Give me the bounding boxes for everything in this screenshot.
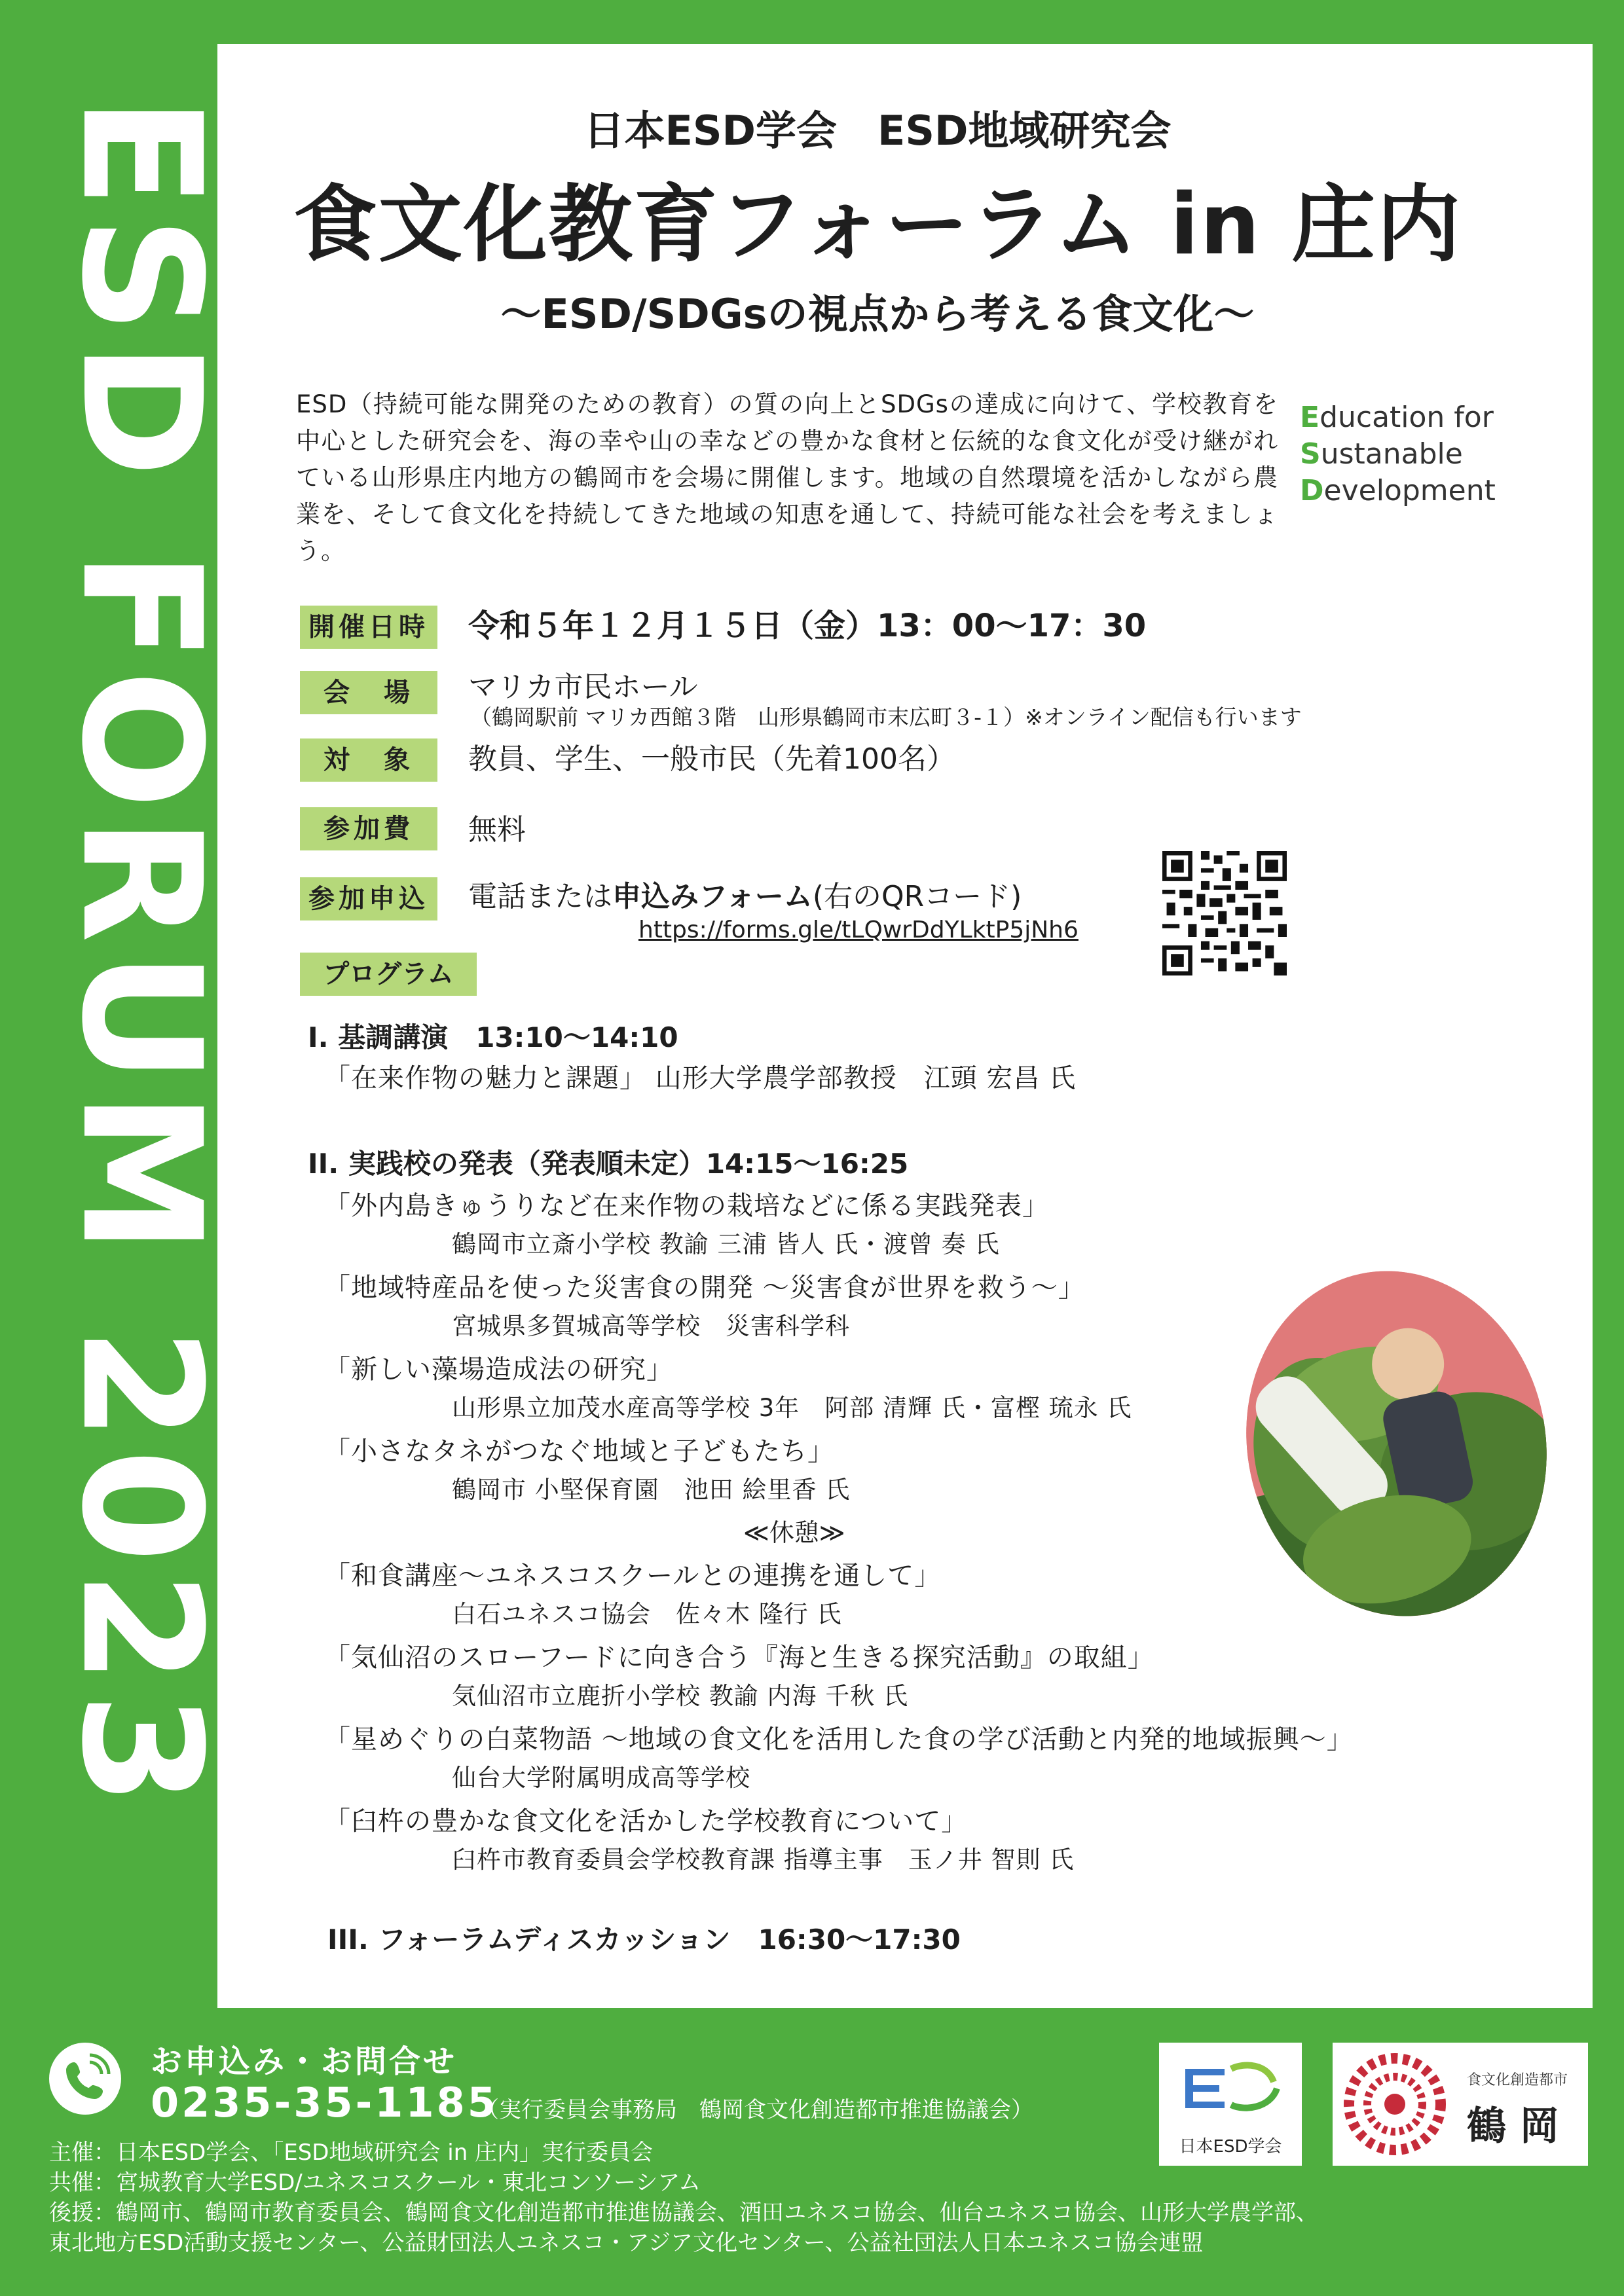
credit-support-cont: 東北地方ESD活動支援センター、公益財団法人ユネスコ・アジア文化センター、公益社団法人日本ユネスコ協会連盟 bbox=[49, 2230, 1204, 2256]
label-fee: 参加費 bbox=[300, 807, 437, 850]
credit-cohost: 共催：宮城教育大学ESD/ユネスコスクール・東北コンソーシアム bbox=[49, 2170, 701, 2196]
value-venue: マリカ市民ホール bbox=[468, 670, 698, 704]
sidebar-band bbox=[46, 44, 236, 2008]
program-label: プログラム bbox=[300, 953, 477, 996]
esd-acronym-line: Development bbox=[1300, 474, 1496, 507]
organizers: 日本ESD学会 ESD地域研究会 bbox=[583, 107, 1172, 155]
sidebar-title: ESD FORUM 2023 bbox=[46, 96, 236, 1814]
page-subtitle: ～ESD/SDGsの視点から考える食文化～ bbox=[500, 290, 1255, 338]
intro-text: ESD（持続可能な開発のための教育）の質の向上とSDGsの達成に向けて、学校教育を中心とした研究会を、海の幸や山の幸などの豊かな食材と伝統的な食文化が受け継がれている山形県庄内地方の鶴岡市を会場に開催します。地域の自然環境を活かしながら農業を、そして食文化を持続してきた地域の知恵を通して、持続可能な社会を考えましょう。 bbox=[296, 390, 1278, 565]
esd-acronym bbox=[1300, 399, 1496, 509]
page-title: 食文化教育フォーラム in 庄内 bbox=[293, 176, 1462, 274]
esd-society-logo bbox=[1159, 2043, 1302, 2166]
value-apply: 電話または申込みフォーム(右のQRコード) bbox=[468, 880, 1022, 913]
value-target: 教員、学生、一般市民（先着100名） bbox=[468, 742, 955, 776]
talk-title: 「外内島きゅうりなど在来作物の栽培などに係る実践発表」 bbox=[324, 1191, 1049, 1221]
credit-support: 後援：鶴岡市、鶴岡市教育委員会、鶴岡食文化創造都市推進協議会、酒田ユネスコ協会、仙台ユネスコ協会、山形大学農学部、 bbox=[49, 2200, 1318, 2226]
keynote-talk: 「在来作物の魅力と課題」 山形大学農学部教授 江頭 宏昌 氏 bbox=[324, 1063, 1077, 1093]
phone-note: （実行委員会事務局 鶴岡食文化創造都市推進協議会） bbox=[477, 2097, 1033, 2123]
phone-icon bbox=[49, 2043, 121, 2115]
section-keynote: I. 基調講演 13:10～14:10 bbox=[308, 1021, 678, 1053]
label-venue: 会 場 bbox=[300, 671, 437, 714]
esd-acronym-line: Education for bbox=[1300, 401, 1494, 434]
talk-title: 「地域特産品を使った災害食の開発 ～災害食が世界を救う～」 bbox=[324, 1273, 1085, 1303]
talk-title: 「和食講座～ユネスコスクールとの連携を通して」 bbox=[324, 1561, 942, 1591]
value-date: 令和５年１２月１５日（金）13：00～17：30 bbox=[468, 608, 1147, 644]
tsuruoka-logo bbox=[1333, 2043, 1588, 2166]
label-target: 対 象 bbox=[300, 738, 437, 782]
value-venue-detail: （鶴岡駅前 マリカ西館３階 山形県鶴岡市末広町３-１）※オンライン配信も行います bbox=[470, 704, 1302, 730]
contact-heading: お申込み・お問合せ bbox=[151, 2043, 458, 2080]
qr-code-icon[interactable] bbox=[1162, 851, 1287, 975]
talk-title: 「小さなタネがつなぐ地域と子どもたち」 bbox=[324, 1436, 834, 1467]
label-date: 開催日時 bbox=[300, 606, 437, 649]
label-apply: 参加申込 bbox=[300, 877, 437, 920]
talk-title: 「臼杵の豊かな食文化を活かした学校教育について」 bbox=[324, 1806, 969, 1836]
break-label: ≪休憩≫ bbox=[743, 1518, 845, 1547]
talk-presenter: 白石ユネスコ協会 佐々木 隆行 氏 bbox=[452, 1600, 842, 1628]
value-fee: 無料 bbox=[468, 813, 526, 847]
talk-presenter: 鶴岡市 小堅保育園 池田 絵里香 氏 bbox=[452, 1476, 851, 1504]
tsuruoka-logo-tagline: 食文化創造都市 bbox=[1467, 2072, 1568, 2088]
esd-society-logo-label: 日本ESD学会 bbox=[1179, 2137, 1282, 2157]
phone-number[interactable]: 0235-35-1185 bbox=[151, 2079, 498, 2126]
talk-presenter: 臼杵市教育委員会学校教育課 指導主事 玉ノ井 智則 氏 bbox=[452, 1846, 1075, 1874]
tsuruoka-logo-name: 鶴 岡 bbox=[1467, 2104, 1559, 2149]
talk-title: 「新しい藻場造成法の研究」 bbox=[324, 1355, 673, 1385]
talk-title: 「気仙沼のスローフードに向き合う『海と生きる探究活動』の取組」 bbox=[324, 1643, 1154, 1673]
talk-presenter: 鶴岡市立斎小学校 教諭 三浦 皆人 氏・渡曾 奏 氏 bbox=[452, 1230, 1000, 1258]
talk-presenter: 宮城県多賀城高等学校 災害科学科 bbox=[452, 1312, 850, 1340]
talk-title: 「星めぐりの白菜物語 ～地域の食文化を活用した食の学び活動と内発的地域振興～」 bbox=[324, 1724, 1354, 1755]
section-discussion: III. フォーラムディスカッション 16:30～17:30 bbox=[327, 1923, 961, 1956]
talk-presenter: 山形県立加茂水産高等学校 3年 阿部 清輝 氏・富樫 琉永 氏 bbox=[452, 1394, 1132, 1422]
talk-presenter: 仙台大学附属明成高等学校 bbox=[452, 1764, 750, 1792]
credit-host: 主催：日本ESD学会、「ESD地域研究会 in 庄内」実行委員会 bbox=[49, 2140, 654, 2166]
section-presentations: II. 実践校の発表（発表順未定）14:15～16:25 bbox=[308, 1148, 909, 1180]
apply-link[interactable]: https://forms.gle/tLQwrDdYLktP5jNh6 bbox=[638, 917, 1079, 943]
esd-acronym-line: Sustanable bbox=[1300, 437, 1463, 471]
talk-presenter: 気仙沼市立鹿折小学校 教諭 内海 千秋 氏 bbox=[452, 1682, 909, 1710]
